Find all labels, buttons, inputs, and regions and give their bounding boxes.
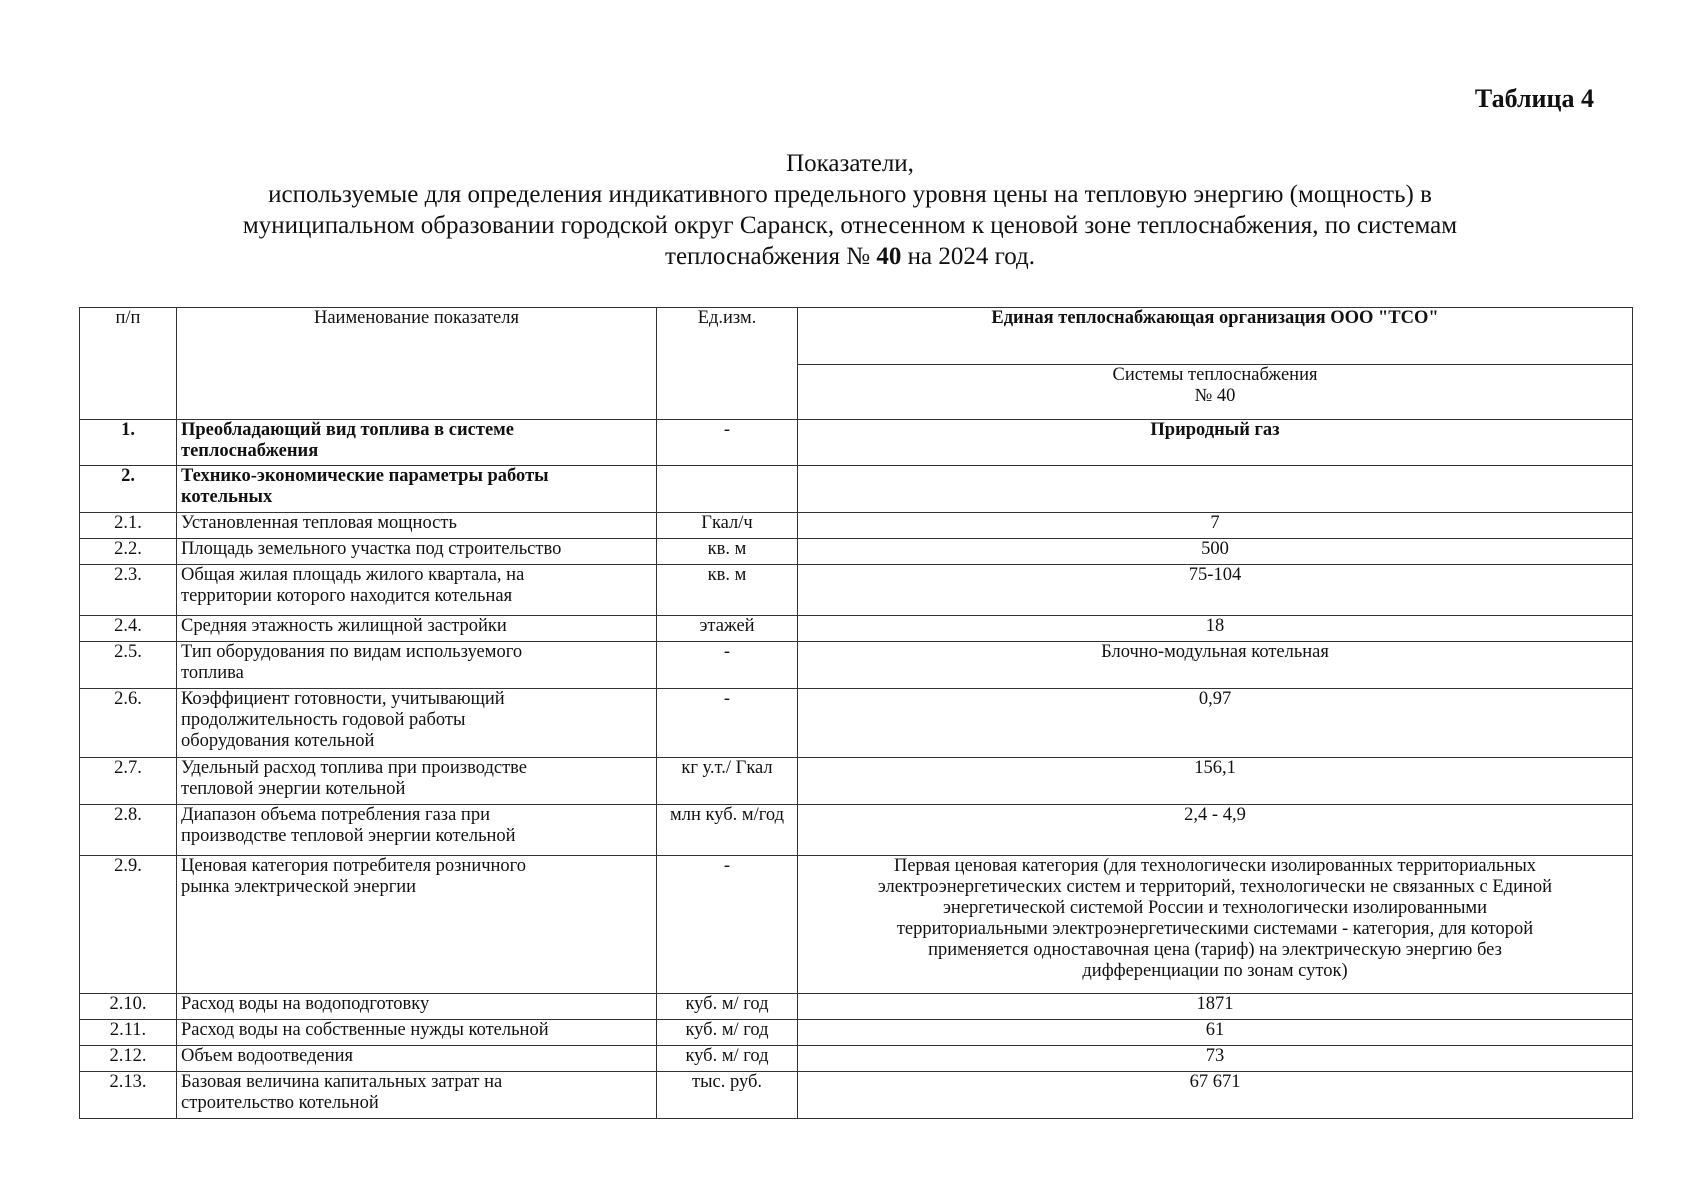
row-number: 2.5. — [80, 642, 177, 689]
indicator-name-line: строительство котельной — [181, 1093, 379, 1113]
indicator-name-line: Общая жилая площадь жилого квартала, на — [181, 565, 525, 585]
table-row — [80, 1046, 1633, 1072]
row-number: 2.13. — [80, 1072, 177, 1119]
indicator-name — [177, 758, 657, 805]
row-number: 2.11. — [80, 1020, 177, 1046]
indicator-name-line: Коэффициент готовности, учитывающий — [181, 689, 505, 709]
value-line: применяется одноставочная цена (тариф) на электрическую энергию без — [928, 940, 1502, 960]
row-number: 2.1. — [80, 513, 177, 539]
indicator-name-line: теплоснабжения — [181, 441, 319, 461]
indicators-table — [79, 307, 1633, 1119]
row-number: 2.4. — [80, 616, 177, 642]
header-system-line: Системы теплоснабжения — [1112, 365, 1318, 385]
indicator-name-line: Объем водоотведения — [181, 1046, 354, 1066]
unit-cell: этажей — [657, 616, 798, 642]
unit-cell: кг у.т./ Гкал — [657, 758, 798, 805]
table-row — [80, 689, 1633, 758]
indicator-name-line: Диапазон объема потребления газа при — [181, 805, 490, 825]
unit-cell: млн куб. м/год — [657, 805, 798, 856]
indicator-name-line: тепловой энергии котельной — [181, 779, 406, 799]
table-row — [80, 758, 1633, 805]
value-line: электроэнергетических систем и территорий, технологически не связанных с Единой — [877, 877, 1553, 897]
table-label: Таблица 4 — [1474, 84, 1594, 113]
unit-cell: кв. м — [657, 565, 798, 616]
indicator-name-line: Расход воды на собственные нужды котельной — [181, 1020, 549, 1040]
indicator-name-line: Установленная тепловая мощность — [181, 513, 457, 533]
row-number: 2.9. — [80, 856, 177, 994]
value-cell: 67 671 — [798, 1072, 1633, 1119]
indicator-name-line: котельных — [181, 487, 273, 507]
value-cell: 73 — [798, 1046, 1633, 1072]
value-cell: 75-104 — [798, 565, 1633, 616]
value-cell: Блочно-модульная котельная — [798, 642, 1633, 689]
indicator-name — [177, 616, 657, 642]
indicator-name-line: Площадь земельного участка под строительство — [181, 539, 562, 559]
value-cell — [798, 856, 1633, 994]
indicator-name — [177, 1046, 657, 1072]
row-number: 2.10. — [80, 994, 177, 1020]
indicator-name-line: оборудования котельной — [181, 731, 375, 751]
unit-cell: куб. м/ год — [657, 994, 798, 1020]
header-org: Единая теплоснабжающая организация ООО "ТСО" — [798, 308, 1633, 365]
unit-cell: тыс. руб. — [657, 1072, 798, 1119]
unit-cell: куб. м/ год — [657, 1020, 798, 1046]
table-row — [80, 513, 1633, 539]
header-system-line: № 40 — [1194, 386, 1236, 406]
heading-last-prefix: теплоснабжения № — [665, 243, 877, 270]
row-number: 2.12. — [80, 1046, 177, 1072]
value-cell: 18 — [798, 616, 1633, 642]
indicator-name — [177, 539, 657, 565]
table-row — [80, 642, 1633, 689]
indicator-name-line: производстве тепловой энергии котельной — [181, 826, 516, 846]
row-number: 2.3. — [80, 565, 177, 616]
value-cell: 500 — [798, 539, 1633, 565]
indicator-name-line: рынка электрической энергии — [181, 877, 417, 897]
indicator-name — [177, 856, 657, 994]
row-number: 2. — [80, 466, 177, 513]
value-cell: 156,1 — [798, 758, 1633, 805]
indicator-name — [177, 513, 657, 539]
table-row — [80, 466, 1633, 513]
row-number: 2.8. — [80, 805, 177, 856]
value-cell: 2,4 - 4,9 — [798, 805, 1633, 856]
row-number: 2.7. — [80, 758, 177, 805]
heading-line: Показатели, — [786, 150, 914, 177]
heading-line — [90, 241, 1610, 272]
table-row — [80, 616, 1633, 642]
indicator-name — [177, 689, 657, 758]
indicator-name-line: Расход воды на водоподготовку — [181, 994, 430, 1014]
table-row — [80, 1072, 1633, 1119]
system-number: 40 — [876, 243, 902, 270]
heading-last-suffix: на 2024 год. — [901, 243, 1035, 270]
indicator-name — [177, 565, 657, 616]
header-system — [798, 365, 1633, 420]
header-row — [80, 308, 1633, 365]
unit-cell: - — [657, 689, 798, 758]
unit-cell: - — [657, 642, 798, 689]
table-row — [80, 856, 1633, 994]
table-row — [80, 994, 1633, 1020]
indicator-name-line: территории которого находится котельная — [181, 586, 513, 606]
unit-cell: куб. м/ год — [657, 1046, 798, 1072]
indicator-name-line: Базовая величина капитальных затрат на — [181, 1072, 503, 1092]
header-unit: Ед.изм. — [657, 308, 798, 420]
unit-cell: кв. м — [657, 539, 798, 565]
value-line: Первая ценовая категория (для технологически изолированных территориальных — [893, 856, 1537, 876]
indicator-name — [177, 805, 657, 856]
indicator-name-line: продолжительность годовой работы — [181, 710, 466, 730]
value-cell — [798, 466, 1633, 513]
indicator-name — [177, 1072, 657, 1119]
row-number: 2.6. — [80, 689, 177, 758]
heading-line: используемые для определения индикативного предельного уровня цены на тепловую энергию (мощность) в — [268, 181, 1432, 208]
indicator-name — [177, 420, 657, 466]
table-row — [80, 539, 1633, 565]
value-line: территориальными электроэнергетическими системами - категория, для которой — [896, 919, 1534, 939]
unit-cell — [657, 466, 798, 513]
value-cell: 0,97 — [798, 689, 1633, 758]
document-heading — [90, 148, 1610, 272]
row-number: 1. — [80, 420, 177, 466]
row-number: 2.2. — [80, 539, 177, 565]
indicator-name-line: топлива — [181, 663, 244, 683]
value-line: энергетической системой России и технологически изолированными — [942, 898, 1488, 918]
indicator-name — [177, 466, 657, 513]
indicator-name-line: Технико-экономические параметры работы — [181, 466, 549, 486]
value-line: дифференциации по зонам суток) — [1082, 961, 1348, 981]
unit-cell: Гкал/ч — [657, 513, 798, 539]
unit-cell: - — [657, 420, 798, 466]
indicator-name-line: Преобладающий вид топлива в системе — [181, 420, 514, 440]
indicator-name — [177, 994, 657, 1020]
value-cell: 61 — [798, 1020, 1633, 1046]
table-row — [80, 805, 1633, 856]
value-cell: Природный газ — [798, 420, 1633, 466]
indicator-name-line: Ценовая категория потребителя розничного — [181, 856, 527, 876]
indicator-name-line: Удельный расход топлива при производстве — [181, 758, 527, 778]
table-row — [80, 420, 1633, 466]
table-row — [80, 565, 1633, 616]
indicator-name — [177, 1020, 657, 1046]
unit-cell: - — [657, 856, 798, 994]
value-cell: 1871 — [798, 994, 1633, 1020]
header-num: п/п — [80, 308, 177, 420]
heading-line: муниципальном образовании городской округ Саранск, отнесенном к ценовой зоне теплоснабжения, по системам — [242, 212, 1458, 239]
header-name: Наименование показателя — [177, 308, 657, 420]
indicator-name — [177, 642, 657, 689]
indicator-name-line: Средняя этажность жилищной застройки — [181, 616, 507, 636]
table-row — [80, 1020, 1633, 1046]
indicator-name-line: Тип оборудования по видам используемого — [181, 642, 523, 662]
value-cell: 7 — [798, 513, 1633, 539]
